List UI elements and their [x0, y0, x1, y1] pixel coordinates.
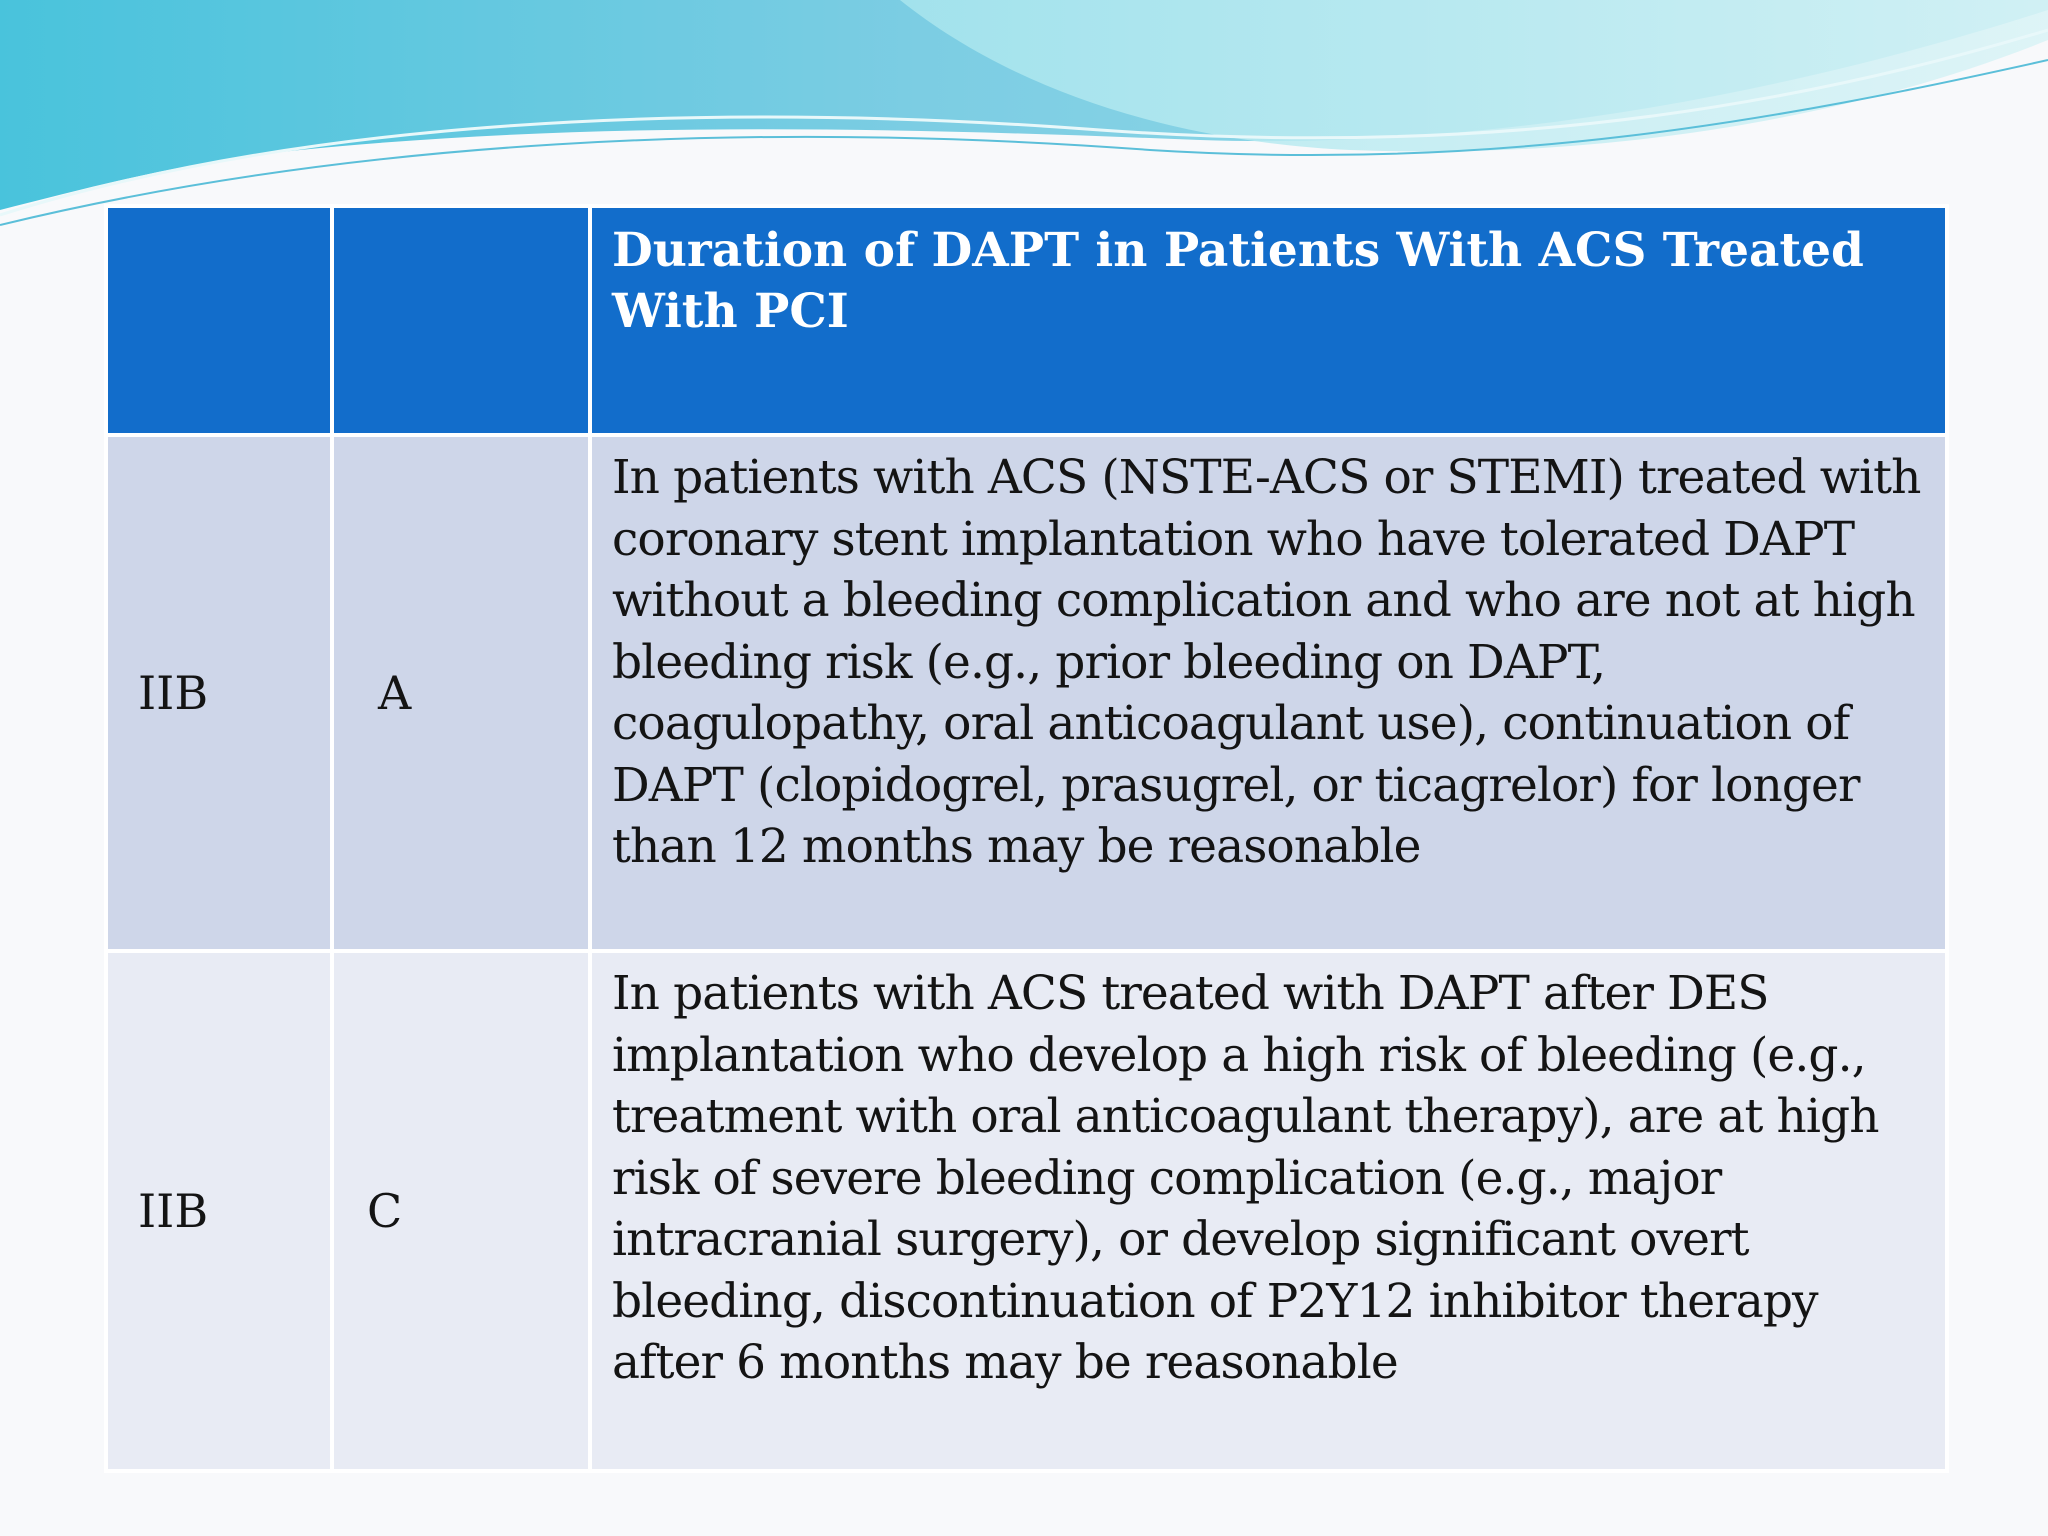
level-of-evidence: A	[332, 435, 590, 951]
class-of-recommendation: IIB	[106, 951, 332, 1471]
recommendation-text: In patients with ACS (NSTE-ACS or STEMI) treated with coronary stent implantation who have tolerated DAPT without a bleeding complication and who are not at high bleeding risk (e.g., prior bleeding on DAPT, coagulopathy, oral anticoagulant use), continuation of DAPT (clopidogrel, prasugrel, or ticagrelor) for longer than 12 months may be reasonable	[590, 435, 1947, 951]
level-of-evidence: C	[332, 951, 590, 1471]
header-cell-level	[332, 206, 590, 435]
class-of-recommendation: IIB	[106, 435, 332, 951]
recommendation-table	[104, 204, 1949, 1473]
table-row	[106, 435, 1947, 951]
header-cell-class	[106, 206, 332, 435]
header-title: Duration of DAPT in Patients With ACS Treated With PCI	[590, 206, 1947, 435]
recommendation-text: In patients with ACS treated with DAPT after DES implantation who develop a high risk of bleeding (e.g., treatment with oral anticoagulant therapy), are at high risk of severe bleeding complication (e.g., major intracranial surgery), or develop significant overt bleeding, discontinuation of P2Y12 inhibitor therapy after 6 months may be reasonable	[590, 951, 1947, 1471]
table-header-row	[106, 206, 1947, 435]
table-row	[106, 951, 1947, 1471]
